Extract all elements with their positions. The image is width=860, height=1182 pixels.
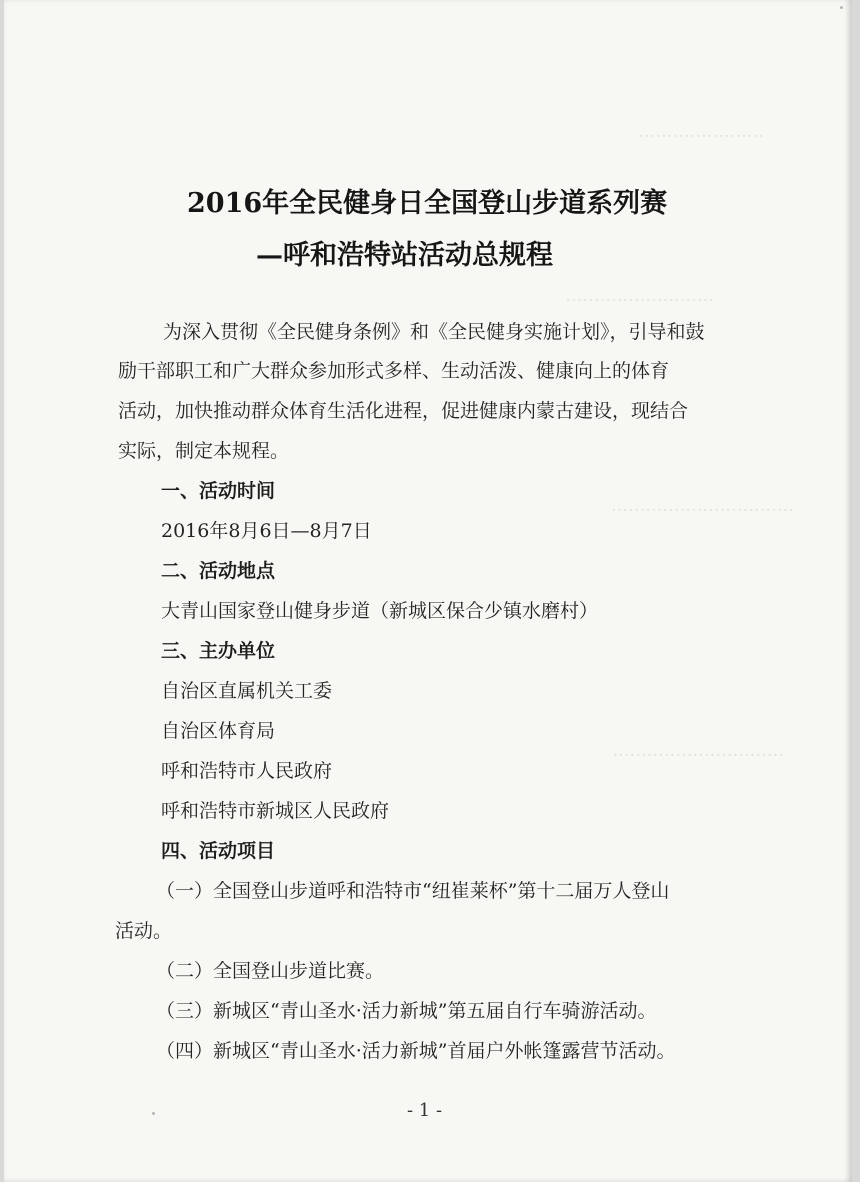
event-item: （一）全国登山步道呼和浩特市“纽崔莱杯”第十二届万人登山 <box>156 880 670 902</box>
event-item: （四）新城区“青山圣水·活力新城”首届户外帐篷露营节活动。 <box>156 1040 676 1062</box>
event-item-continuation: 活动。 <box>115 920 173 942</box>
section-heading-location: 二、活动地点 <box>161 560 276 582</box>
intro-paragraph-line: 为深入贯彻《全民健身条例》和《全民健身实施计划》，引导和鼓 <box>163 321 705 343</box>
page-number: - 1 - <box>407 1100 443 1121</box>
title-line-2: —呼和浩特站活动总规程 <box>256 240 553 271</box>
document-page <box>4 0 852 1182</box>
activity-time: 2016年8月6日—8月7日 <box>161 520 372 542</box>
activity-location: 大青山国家登山健身步道（新城区保合少镇水磨村） <box>161 600 599 622</box>
intro-paragraph-line: 励干部职工和广大群众参加形式多样、生动活泼、健康向上的体育 <box>118 360 670 382</box>
organizer-item: 呼和浩特市新城区人民政府 <box>161 800 390 822</box>
section-heading-events: 四、活动项目 <box>161 840 276 862</box>
event-item: （二）全国登山步道比赛。 <box>156 960 385 982</box>
organizer-item: 自治区直属机关工委 <box>161 680 333 702</box>
document-body <box>4 0 852 1182</box>
intro-paragraph-line: 实际，制定本规程。 <box>118 440 290 462</box>
show-through-text: ································ <box>610 500 794 521</box>
event-item: （三）新城区“青山圣水·活力新城”第五届自行车骑游活动。 <box>156 1000 657 1022</box>
show-through-text: ·························· <box>565 290 714 311</box>
section-heading-time: 一、活动时间 <box>161 480 276 502</box>
intro-paragraph-line: 活动，加快推动群众体育生活化进程，促进健康内蒙古建设，现结合 <box>118 400 689 422</box>
organizer-item: 自治区体育局 <box>161 720 276 742</box>
show-through-text: ······················ <box>638 126 764 147</box>
show-through-text: ······························ <box>612 745 784 766</box>
title-line-1: 2016年全民健身日全国登山步道系列赛 <box>187 188 668 219</box>
section-heading-organizers: 三、主办单位 <box>161 640 276 662</box>
organizer-item: 呼和浩特市人民政府 <box>161 760 333 782</box>
